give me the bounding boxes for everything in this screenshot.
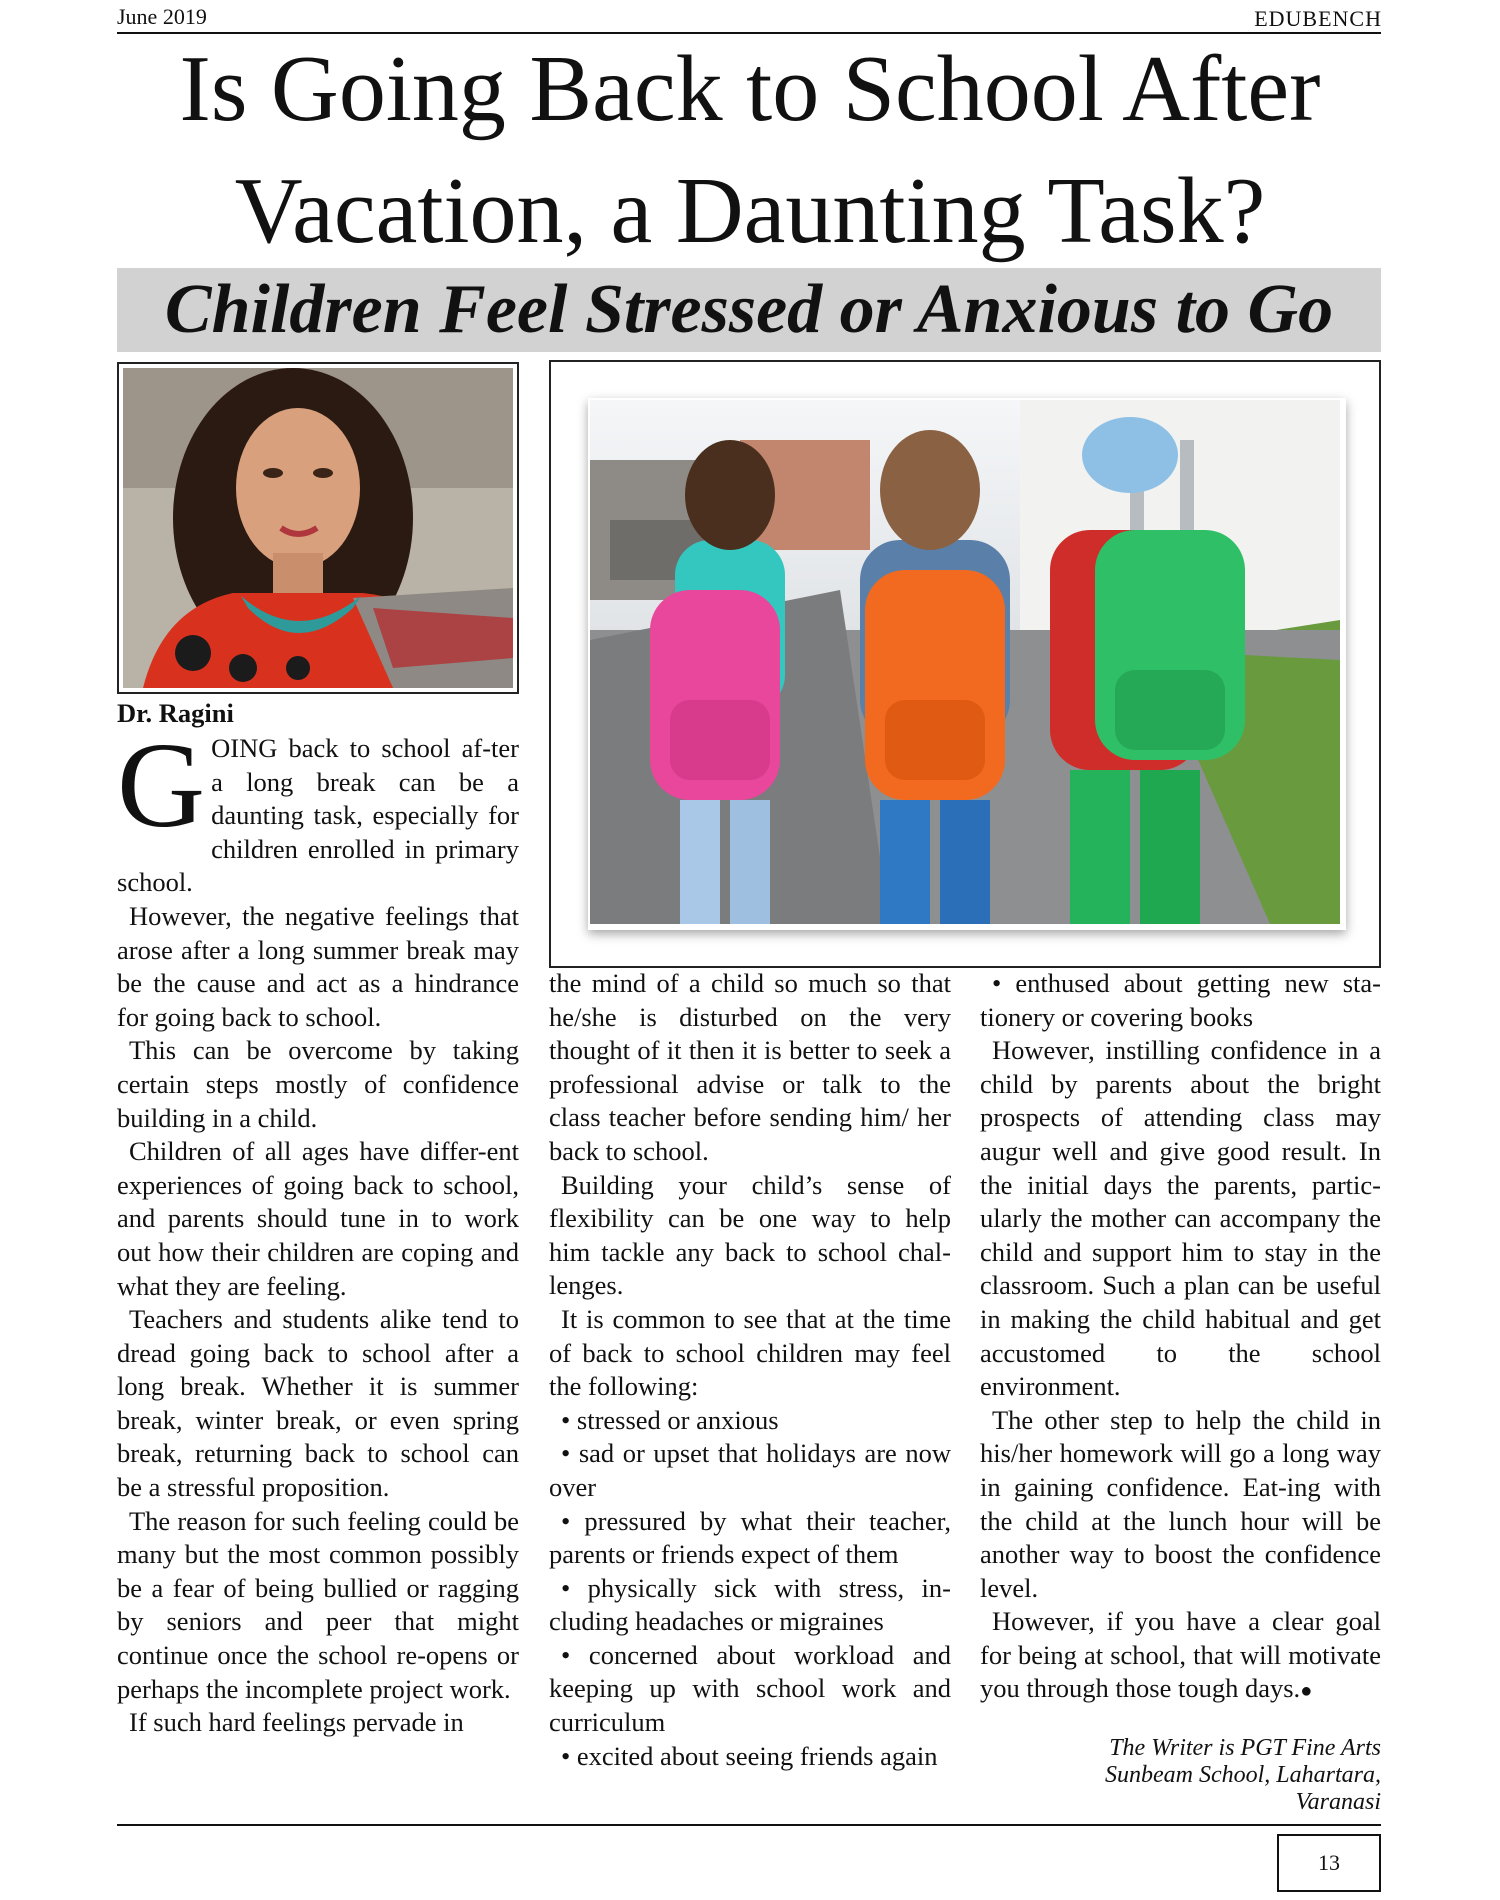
headline-line-2: Vacation, a Daunting Task? (234, 159, 1266, 263)
issue-date: June 2019 (117, 4, 207, 29)
paragraph: Building your child’s sense of flexibility can be one way to help him tackle any back to school chal-lenges. (549, 1169, 951, 1301)
bullet-item: • physically sick with stress, in-cluding headaches or migraines (549, 1572, 951, 1637)
bullet-item: • pressured by what their teacher, parents or friends expect of them (549, 1505, 951, 1570)
writer-note (1040, 1735, 1381, 1816)
paragraph: However, the negative feelings that arose after a long summer break may be the cause and act as a hindrance for going back to school. (117, 900, 519, 1032)
bullet-item: • sad or upset that holidays are now over (549, 1438, 951, 1502)
article-photo-frame (549, 360, 1381, 968)
paragraph: The reason for such feeling could be many but the most common possibly be a fear of being bullied or ragging by seniors and peer that might continue once the school re-opens or perhaps the incomplete project work. (117, 1505, 519, 1704)
paragraph: The other step to help the child in his/her homework will go a long way in gaining confidence. Eat-ing with the child at the lunch hour will be another way to boost the confidence level. (980, 1404, 1381, 1603)
paragraph: If such hard feelings pervade in (129, 1707, 464, 1738)
article-column-3 (980, 967, 1381, 1709)
children-backpacks-illustration (590, 400, 1340, 924)
bullet-item: • excited about seeing friends again (561, 1740, 938, 1771)
paragraph: This can be overcome by taking certain steps mostly of confidence building in a child. (117, 1035, 519, 1133)
paragraph: However, instilling confidence in a child by parents about the bright prospects of attending class may augur well and give good result. In the initial days the parents, partic-ularly the mother can accompany the child and support him to stay in the classroom. Such a plan can be useful in making the child habitual and get accustomed to the school environment. (980, 1035, 1381, 1402)
headline (100, 28, 1400, 272)
footer-rule (117, 1824, 1381, 1826)
paragraph-intro-text: OING back to school af-ter a long break can be a daunting task, especially for children enrolled in primary school. (117, 733, 519, 898)
bullet-item: • concerned about workload and keeping up with school work and curriculum (549, 1639, 951, 1738)
paragraph-intro (117, 718, 519, 900)
paragraph: It is common to see that at the time of back to school children may feel the following: (549, 1303, 951, 1402)
bullet-item: • stressed or anxious (561, 1404, 779, 1435)
page-number: 13 (1277, 1834, 1381, 1892)
writer-note-line: Varanasi (1295, 1789, 1381, 1815)
author-photo (123, 368, 513, 688)
writer-note-line: The Writer is PGT Fine Arts (1109, 1735, 1381, 1761)
headline-line-1: Is Going Back to School After (179, 37, 1321, 141)
drop-cap: G (117, 718, 206, 853)
end-mark-icon: ● (1300, 1680, 1313, 1703)
subheadline-band (117, 268, 1381, 352)
article-photo (588, 398, 1346, 930)
subheadline: Children Feel Stressed or Anxious to Go (164, 271, 1334, 348)
paragraph: Children of all ages have differ-ent experiences of going back to school, and parents should tune in to work out how their children are coping and what they are feeling. (117, 1136, 519, 1301)
paragraph: the mind of a child so much so that he/she is disturbed on the very thought of it then it is better to seek a professional advise or talk to the class teacher before sending him/ her back to school. (549, 968, 951, 1166)
author-byline: Dr. Ragini (117, 698, 234, 728)
paragraph-closing (980, 1605, 1381, 1709)
paragraph-closing-text: However, if you have a clear goal for being at school, that will motivate you through those tough days. (980, 1606, 1381, 1704)
paragraph: Teachers and students alike tend to dread going back to school after a long break. Whether it is summer break, winter break, or even spring break, returning back to school can be a stressful proposition. (117, 1304, 519, 1503)
publication-name: EDUBENCH (1254, 6, 1382, 31)
author-photo-frame (117, 362, 519, 694)
article-column-2 (549, 967, 951, 1773)
writer-note-line: Sunbeam School, Lahartara, (1105, 1762, 1381, 1788)
article-column-1 (117, 718, 519, 1740)
bullet-item: • enthused about getting new sta-tionery or covering books (980, 968, 1381, 1032)
